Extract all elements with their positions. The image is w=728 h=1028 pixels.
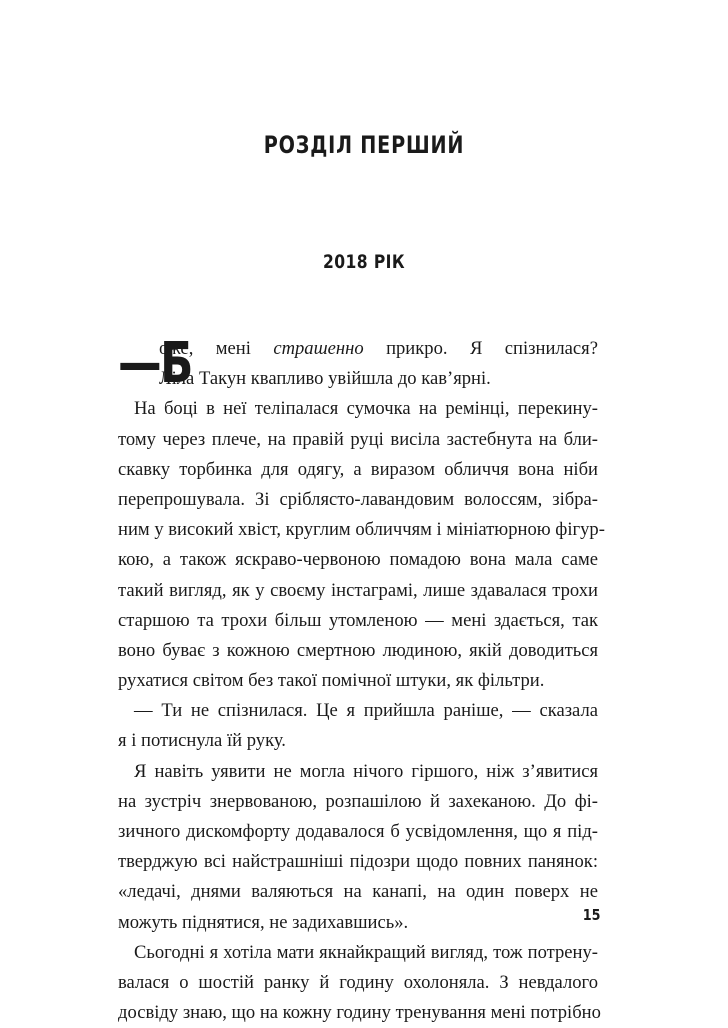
text-line: на зустріч знервованою, розпашілою й захеканою. До фі-	[118, 790, 598, 812]
text-line: досвіду знаю, що на кожну годину тренування мені потрібно	[118, 1002, 601, 1024]
drop-cap: —Б	[118, 331, 192, 396]
text-line: На боці в неї теліпалася сумочка на ремінці, перекину-	[134, 398, 598, 420]
text-line: «ледачі, днями валяються на канапі, на один поверх не	[118, 881, 598, 903]
text-line: оже, мені страшенно прикро. Я спізнилася?	[159, 338, 598, 359]
text-line: Я навіть уявити не могла нічого гіршого, ніж з’явитися	[134, 760, 598, 782]
text-line: воно буває з кожною смертною людиною, якій доводиться	[118, 639, 598, 661]
text-line: я і потиснула їй руку.	[118, 730, 286, 752]
paragraph-4	[118, 757, 601, 938]
text-line: тверджую всі найстрашніші підозри щодо повних панянок:	[118, 851, 598, 873]
opening-paragraph	[118, 331, 598, 396]
text-line: можуть піднятися, не задихавшись».	[118, 911, 409, 933]
text-line: зичного дискомфорту додавалося б усвідомлення, що я під-	[118, 821, 598, 842]
text-line: такий вигляд, як у своєму інстаграмі, лише здавалася трохи	[118, 579, 598, 601]
chapter-title: РОЗДІЛ ПЕРШИЙ	[263, 131, 465, 159]
text-line: валася о шостій ранку й годину охолоняла. З невдалого	[118, 971, 598, 993]
text-line: скавку торбинка для одягу, а виразом обличчя вона ніби	[118, 458, 598, 480]
body-text	[118, 331, 605, 1028]
paragraph-5	[118, 938, 601, 1028]
text-line: ним у високий хвіст, круглим обличчям і мініатюрною фігур-	[118, 519, 605, 541]
text-line: рухатися світом без такої помічної штуки, як фільтри.	[118, 670, 545, 692]
text-line: Сьогодні я хотіла мати якнайкращий вигляд, тож потрену-	[134, 941, 598, 963]
text-line: кою, а також яскраво-червоною помадою вона мала саме	[118, 549, 598, 571]
page-number: 15	[582, 906, 601, 924]
emphasis: страшенно	[273, 338, 364, 359]
text-line: — Ти не спізнилася. Це я прийшла раніше, — сказала	[134, 700, 598, 722]
section-title: 2018 РІК	[322, 251, 406, 273]
paragraph-2	[118, 394, 605, 696]
paragraph-3	[118, 696, 598, 756]
text-line: тому через плече, на правій руці висіла застебнута на бли-	[118, 428, 598, 450]
text-line: Ліла Такун квапливо увійшла до кав’ярні.	[159, 368, 491, 390]
text-line: старшою та трохи більш утомленою — мені здається, так	[118, 609, 598, 631]
text-line: перепрошувала. Зі сріблясто-лавандовим волоссям, зібра-	[118, 488, 598, 510]
